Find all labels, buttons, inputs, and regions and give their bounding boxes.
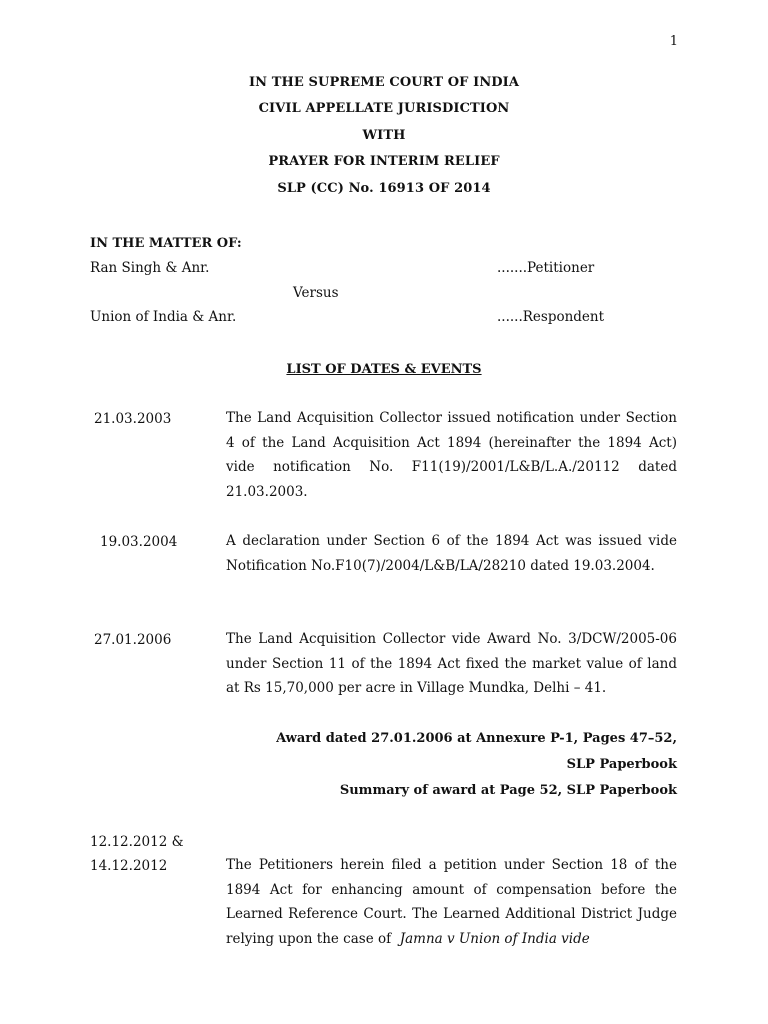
page-number: 1	[669, 34, 678, 49]
event-text	[226, 406, 677, 504]
summary-reference: Summary of award at Page 52, SLP Paperbook	[339, 783, 677, 798]
event-paragraph-body: The Petitioners herein filed a petition under Section 18 of the 1894 Act for enhancing amount of compensation before the Learned Reference Court. The Learned Additional District Judge relying upon the case of	[226, 857, 677, 947]
petitioner-role: .......Petitioner	[497, 260, 595, 276]
event-text	[226, 529, 677, 578]
event-date-end: 14.12.2012	[90, 858, 168, 874]
event-paragraph: A declaration under Section 6 of the 1894 Act was issued vide Notification No.F10(7)/2004/L&B/LA/28210 dated 19.03.2004.	[226, 533, 677, 574]
respondent-role: ......Respondent	[497, 309, 605, 325]
event-paragraph: The Land Acquisition Collector issued notification under Section 4 of the Land Acquisition Act 1894 (hereinafter the 1894 Act) vide notification No. F11(19)/2001/L&B/L.A./20112 dated 21.03.2003.	[226, 410, 677, 500]
event-date: 19.03.2004	[100, 534, 178, 550]
event-paragraph: The Land Acquisition Collector vide Award No. 3/DCW/2005-06 under Section 11 of the 1894 Act fixed the market value of land at Rs 15,70,000 per acre in Village Mundka, Delhi – 41.	[226, 631, 677, 696]
event-date: 21.03.2003	[94, 411, 172, 427]
event-date-start: 12.12.2012 &	[90, 834, 184, 850]
versus-label: Versus	[293, 285, 339, 301]
court-heading: IN THE SUPREME COURT OF INDIA	[248, 75, 520, 90]
prayer-heading: PRAYER FOR INTERIM RELIEF	[268, 154, 500, 169]
case-number-heading: SLP (CC) No. 16913 OF 2014	[277, 181, 491, 196]
petitioner-name: Ran Singh & Anr.	[90, 260, 210, 276]
list-title: LIST OF DATES & EVENTS	[286, 362, 482, 377]
event-text	[226, 853, 677, 951]
respondent-name: Union of India & Anr.	[90, 309, 237, 325]
event-date: 27.01.2006	[94, 632, 172, 648]
case-citation: Jamna v Union of India vide	[399, 930, 590, 947]
event-paragraph	[226, 853, 677, 951]
matter-label: IN THE MATTER OF:	[90, 236, 242, 251]
with-heading: WITH	[362, 128, 406, 143]
jurisdiction-heading: CIVIL APPELLATE JURISDICTION	[258, 101, 510, 116]
event-text	[226, 627, 677, 701]
award-reference: Award dated 27.01.2006 at Annexure P-1, Pages 47–52,	[276, 731, 677, 746]
paperbook-reference: SLP Paperbook	[566, 757, 677, 772]
